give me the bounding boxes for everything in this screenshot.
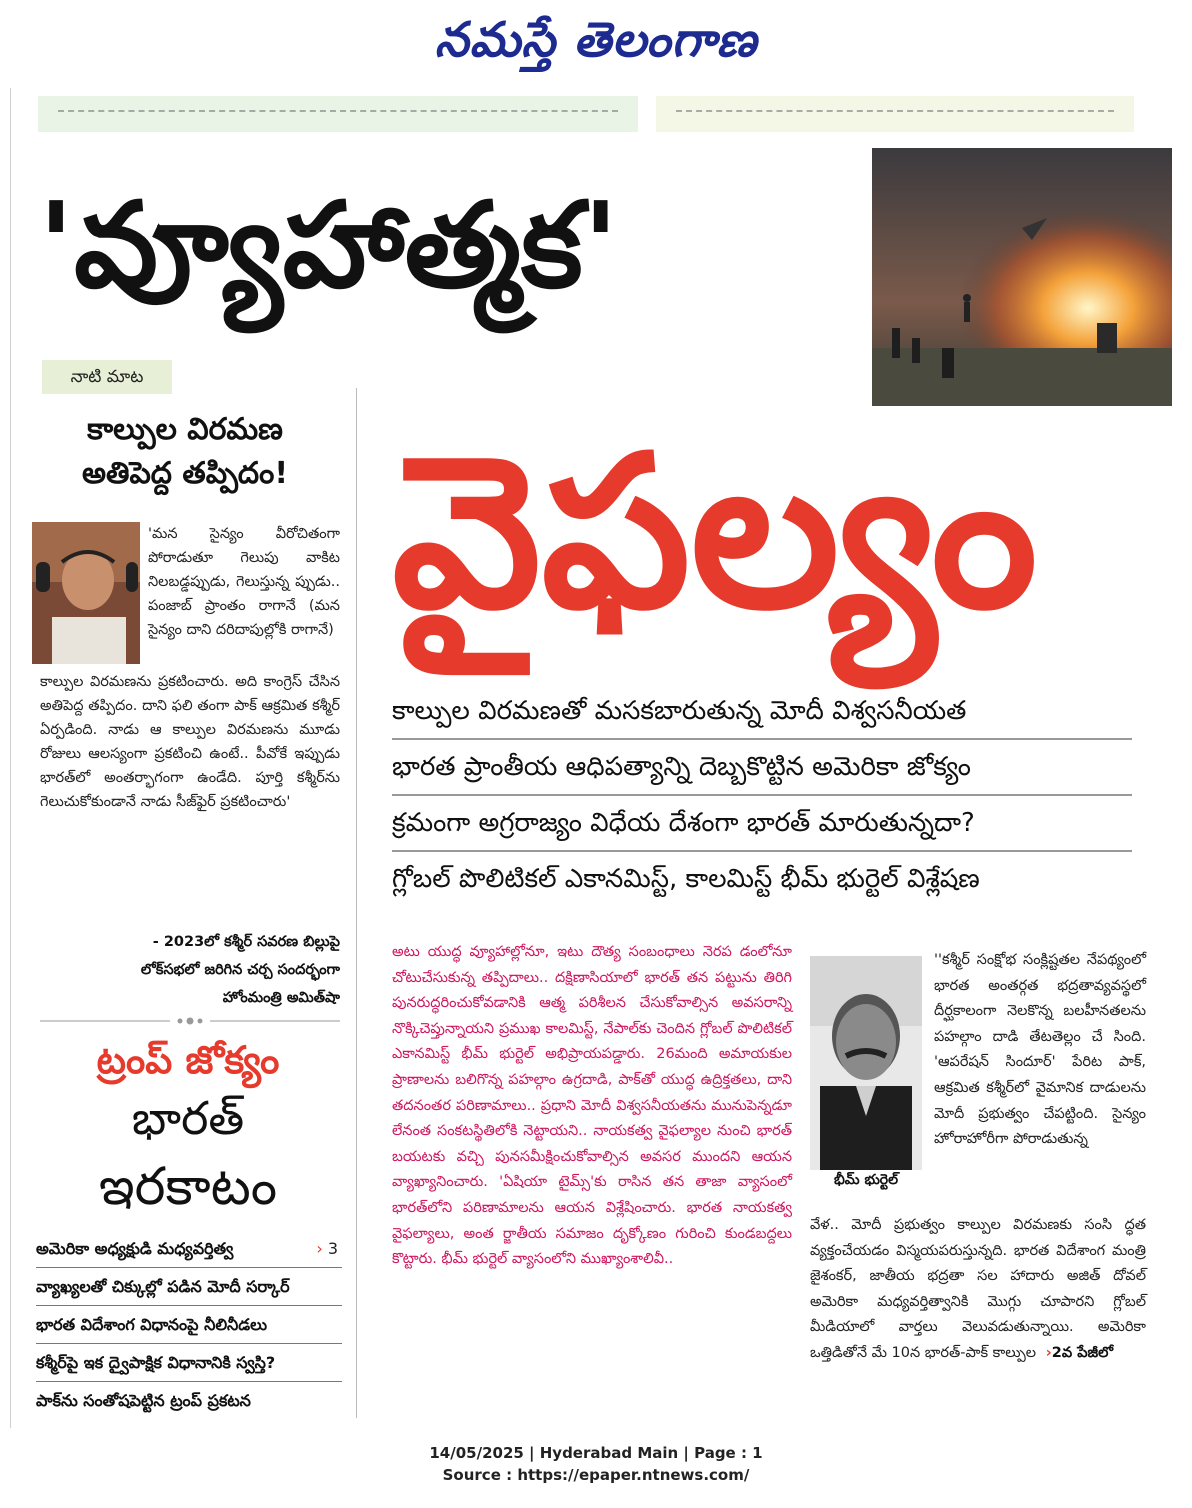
left-headline-line1: కాల్పుల విరమణ <box>87 412 283 447</box>
top-strip-right <box>656 96 1134 132</box>
quote-attribution <box>40 928 340 1012</box>
chevron-right-icon: › <box>1045 1344 1052 1361</box>
page-reference[interactable] <box>316 1230 338 1268</box>
highlight-text: కశ్మీర్‌పై ఇక ద్వైపాక్షిక విధానానికి స్వస్తి? <box>36 1353 276 1372</box>
main-headline: వైఫల్యం <box>392 410 1038 655</box>
subheading: క్రమంగా అగ్రరాజ్యం విధేయ దేశంగా భారత్ మారుతున్నదా? <box>392 796 1132 852</box>
highlight-text: వ్యాఖ్యలతో చిక్కుల్లో పడిన మోదీ సర్కార్ <box>36 1277 290 1296</box>
page-number: 3 <box>327 1239 338 1258</box>
naati-maata-tag: నాటి మాట <box>42 360 172 394</box>
continued-label: 2వ పేజీలో <box>1051 1344 1114 1361</box>
newspaper-logo: నమస్తే తెలంగాణ <box>434 12 758 68</box>
list-item <box>36 1230 342 1268</box>
chevron-right-icon: › <box>316 1239 323 1258</box>
highlight-text: అమెరికా అధ్యక్షుడి మధ్యవర్తిత్వ <box>36 1239 234 1258</box>
footer-source[interactable]: Source : https://epaper.ntnews.com/ <box>442 1466 750 1484</box>
ornament-divider <box>40 1014 340 1028</box>
trump-heading: ట్రంప్ జోక్యం <box>96 1038 280 1082</box>
story-body-text: వేళ.. మోదీ ప్రభుత్వం కాల్పుల విరమణకు సంసి ద్ధత వ్యక్తంచేయడం విస్మయపరుస్తున్నది. భారత విదేశాంగ మంత్రి జైశంకర్, జాతీయ భద్రతా సల హాదారు అజిత్ దోవల్ అమెరికా మధ్యవర్తిత్వానికి మొగ్గు చూపారని గ్లోబల్ మీడియాలో వార్తలు వెలువడుతున్నాయి. అమెరికా ఒత్తిడితోనే మే 10న భారత్-పాక్ కాల్పుల <box>810 1217 1146 1361</box>
attribution-line: హోంమంత్రి అమిత్‌షా <box>222 990 340 1006</box>
bhim-bhurtel-photo <box>810 956 922 1170</box>
subheadings <box>392 684 1132 908</box>
rocket-launch-photo <box>872 148 1172 406</box>
highlight-text: పాక్‌ను సంతోషపెట్టిన ట్రంప్ ప్రకటన <box>36 1391 251 1410</box>
photo-caption: భీమ్ భుర్టెల్ <box>833 1172 899 1188</box>
left-column-story <box>30 408 340 1006</box>
top-strip-left <box>38 96 638 132</box>
strip-text-cut <box>58 104 618 112</box>
footer-date-edition: 14/05/2025 | Hyderabad Main | Page : 1 <box>429 1444 763 1462</box>
attribution-line: లోక్‌సభలో జరిగిన చర్చ సందర్భంగా <box>140 962 340 978</box>
subheading: కాల్పుల విరమణతో మసకబారుతున్న మోదీ విశ్వసనీయత <box>392 684 1132 740</box>
story-body-bottom <box>810 1213 1146 1367</box>
attribution-line: - 2023లో కశ్మీర్ సవరణ బిల్లుపై <box>152 934 340 950</box>
kicker-heading: 'వ్యూహాత్మక' <box>38 176 619 314</box>
list-item <box>36 1306 342 1344</box>
masthead <box>0 0 1192 88</box>
page-footer <box>0 1442 1192 1486</box>
amit-shah-photo <box>32 522 140 664</box>
page-left-rule <box>10 88 11 1428</box>
highlight-text: భారత విదేశాంగ విధానంపై నీలినీడలు <box>36 1315 267 1334</box>
subheading: భారత ప్రాంతీయ ఆధిపత్యాన్ని దెబ్బకొట్టిన అమెరికా జోక్యం <box>392 740 1132 796</box>
list-item <box>36 1268 342 1306</box>
portrait-image <box>32 522 140 664</box>
left-headline-line2: అతిపెద్ద తప్పిదం! <box>81 456 289 491</box>
column-divider <box>356 388 357 1418</box>
strip-text-cut <box>676 104 1114 112</box>
portrait-image <box>810 956 922 1170</box>
quote-intro: 'మన సైన్యం వీరోచితంగా పోరాడుతూ గెలుపు వాకిట నిలబడ్డప్పుడు, గెలుస్తున్న ప్పుడు.. పంజాబ్ ప్రాంతం రాగానే (మన సైన్యం దాని దరిదాపుల్లోకి రాగానే) <box>148 526 340 638</box>
highlights-list <box>36 1230 342 1420</box>
story-body-top: ''కశ్మీర్ సంక్షోభ సంక్లిష్టతల నేపథ్యంలో భారత అంతర్గత భద్రతావ్యవస్థలో దీర్ఘకాలంగా నెలకొన్న బలహీనతలను పహల్గాం దాడి తేటతెల్లం చే సింది. 'ఆపరేషన్ సిందూర్' పేరిట పాక్, ఆక్రమిత కశ్మీర్‌లో వైమానిక దాడులను మోదీ ప్రభుత్వం చేపట్టింది. సైన్యం హోరాహోరీగా పోరాడుతున్న <box>934 952 1146 1148</box>
list-item <box>36 1382 342 1420</box>
list-item <box>36 1344 342 1382</box>
rocket-launch-image <box>872 148 1172 406</box>
quote-body: కాల్పుల విరమణను ప్రకటించారు. అది కాంగ్రెస్ చేసిన అతిపెద్ద తప్పిదం. దాని ఫలి తంగా పాక్ ఆక్రమిత కశ్మీర్ ఏర్పడింది. నాడు ఆ కాల్పుల విరమణను మూడు రోజులు ఆలస్యంగా ప్రకటించి ఉంటే.. పీవోకే ఇప్పుడు భారత్‌లో అంతర్భాగంగా ఉండేది. పూర్తి కశ్మీర్‌ను గెలుచుకోకుండానే నాడు సీజ్‌ఫైర్ ప్రకటించారు' <box>40 674 340 810</box>
irakatam-heading: ఇరకాటం <box>98 1157 278 1217</box>
subheading: గ్లోబల్ పొలిటికల్ ఎకానమిస్ట్, కాలమిస్ట్ భీమ్ భుర్టెల్ విశ్లేషణ <box>392 864 980 894</box>
bharat-heading: భారత్ <box>131 1091 245 1145</box>
story-intro: అటు యుద్ధ వ్యూహాల్లోనూ, ఇటు దౌత్య సంబంధాలు నెరప డంలోనూ చోటుచేసుకున్న తప్పిదాలు.. దక్షిణాసియాలో భారత్ తన పట్టును తిరిగి పునరుద్ధరించుకోవడానికి ఆత్మ పరిశీలన చేసుకోవాల్సిన అవసరాన్ని నొక్కిచెప్తున్నాయని ప్రముఖ కాలమిస్ట్, నేపాల్‌కు చెందిన గ్లోబల్ పొలిటికల్ ఎకానమిస్ట్ భీమ్ భుర్టెల్ అభిప్రాయపడ్డారు. 26మంది అమాయకుల ప్రాణాలను బలిగొన్న పహల్గాం ఉగ్రదాడి, పాక్‌తో యుద్ధ ఉద్రిక్తతలు, దాని తదనంతర పరిణామాలు.. ప్రధాని మోదీ విశ్వసనీయతను మునుపెన్నడూ లేనంత సంకటస్థితిలోకి నెట్టాయని.. నాయకత్వ వైఫల్యాల నుంచి భారత్ బయటకు వచ్చి పునసమీక్షించుకోవాల్సిన అవసర ముందని ఆయన వ్యాఖ్యానించారు. 'ఏషియా టైమ్స్'కు రాసిన తన తాజా వ్యాసంలో భారత్‌లోని పరిణామాలను ఆయన విశ్లేషించారు. భారత నాయకత్వ వైఫల్యాలు, అంత ర్జాతీయ సమాజం దృక్కోణం గురించి కుండబద్దలు కొట్టారు. భీమ్ భుర్టెల్ వ్యాసంలోని ముఖ్యాంశాలివీ.. <box>392 944 792 1268</box>
front-page <box>0 88 1192 1428</box>
continued-link[interactable] <box>1041 1345 1113 1361</box>
